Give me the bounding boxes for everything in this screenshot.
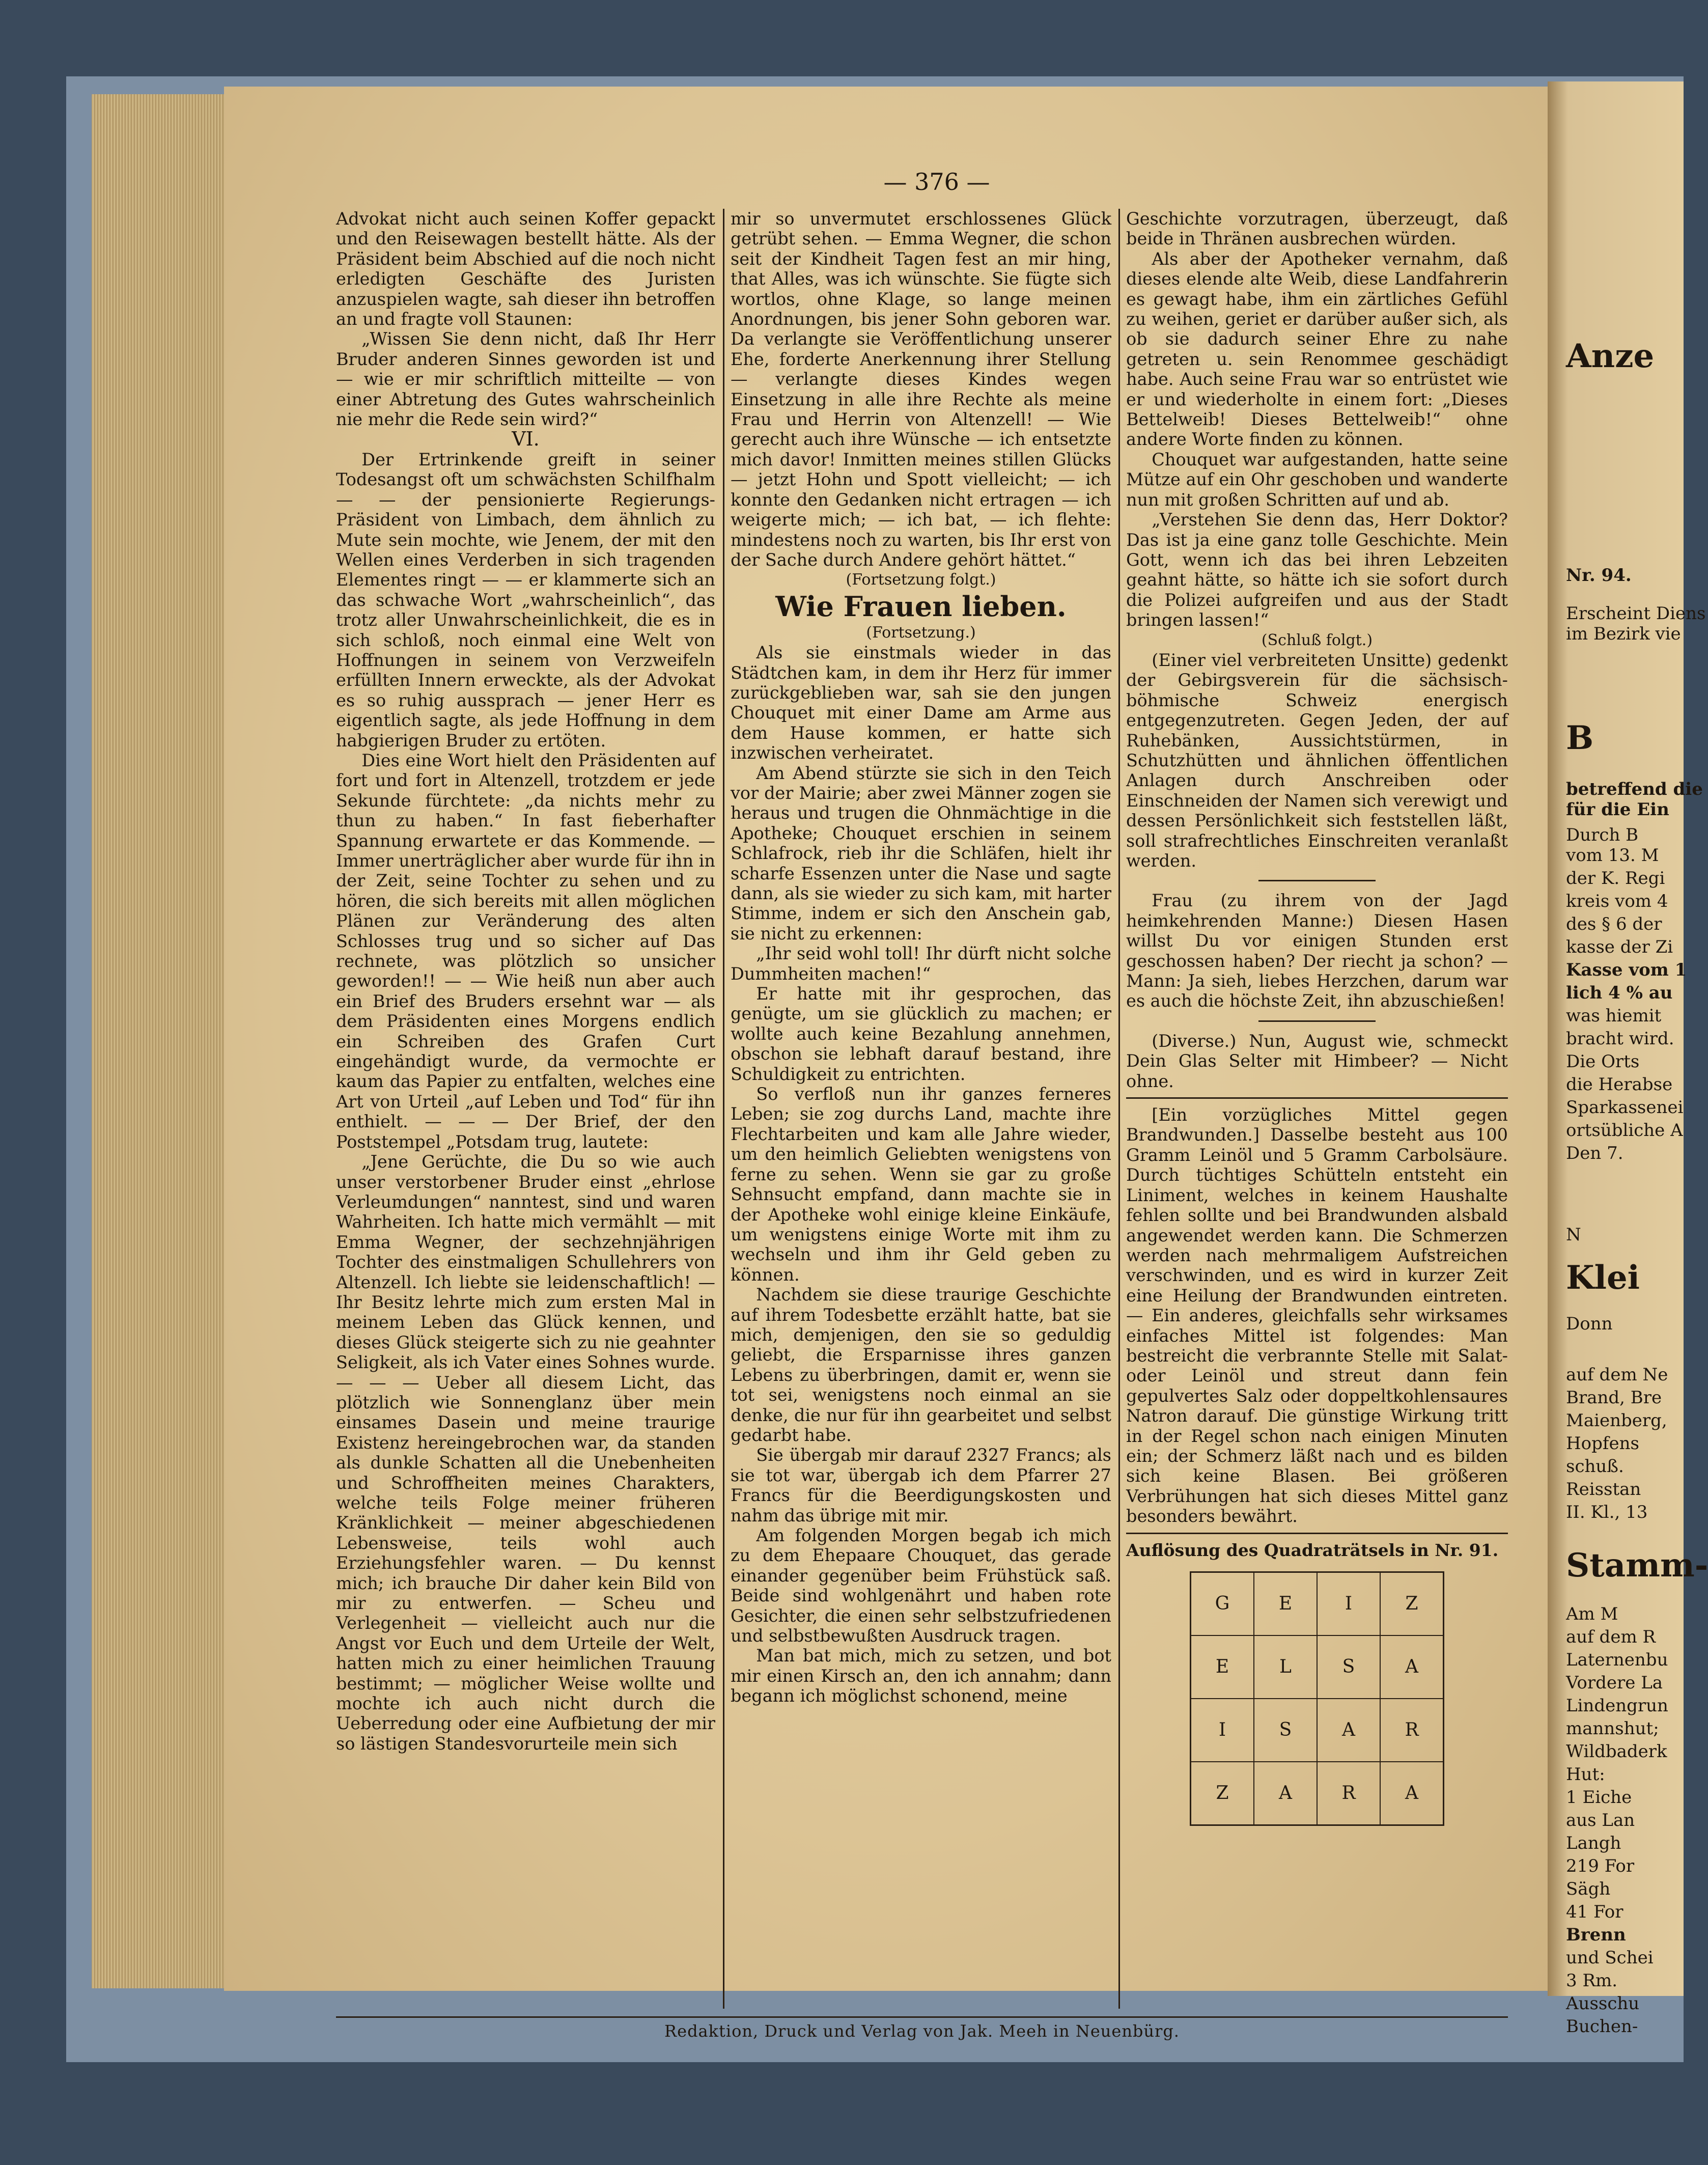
- quadrat-cell: Z: [1191, 1762, 1254, 1825]
- facing-page-line: Sparkassenei: [1566, 1097, 1684, 1118]
- paragraph: Sie übergab mir darauf 2327 Francs; als sie tot war, übergab ich dem Pfarrer 27 Francs für die Beerdigungskosten und nahm das übrige mit mir.: [731, 1445, 1111, 1525]
- facing-page-line: Stamm-: [1566, 1546, 1708, 1585]
- heading: (Schluß folgt.): [1261, 631, 1373, 649]
- heading: (Fortsetzung.): [866, 623, 976, 642]
- facing-page-line: Klei: [1566, 1259, 1640, 1297]
- facing-page-line: 3 Rm.: [1566, 1970, 1618, 1991]
- quadrat-cell: I: [1191, 1699, 1254, 1762]
- facing-page-line: bracht wird.: [1566, 1029, 1674, 1049]
- facing-page-line: Lindengrun: [1566, 1696, 1668, 1716]
- facing-page-line: was hiemit: [1566, 1006, 1662, 1026]
- column-1: [336, 209, 715, 1754]
- paragraph: Am folgenden Morgen begab ich mich zu dem Ehepaare Chouquet, das gerade einander gegenüber beim Frühstück saß. Beide sind wohlgenährt und haben rote Gesichter, die einen sehr selbstzufriedenen und selbstbewußten Ausdruck tragen.: [731, 1525, 1111, 1646]
- facing-page-line: Laternenbu: [1566, 1650, 1668, 1670]
- facing-page-line: kreis vom 4: [1566, 891, 1668, 911]
- facing-page-line: Erscheint Diens: [1566, 603, 1706, 624]
- column-divider: [1118, 209, 1120, 2009]
- facing-page-line: im Bezirk vie: [1566, 624, 1681, 644]
- quadrat-cell: Z: [1380, 1572, 1444, 1636]
- facing-page-line: 219 For: [1566, 1856, 1635, 1876]
- paragraph: „Wissen Sie denn nicht, daß Ihr Herr Bruder anderen Sinnes geworden ist und — wie er mir schriftlich mitteilte — von einer Abtretung des Gutes wahrscheinlich nie mehr die Rede sein wird?“: [336, 329, 715, 430]
- paragraph: Der Ertrinkende greift in seiner Todesangst oft um schwächsten Schilfhalm — — der pensionierte Regierungs-Präsident von Limbach, dem ähnlich zu Mute sein mochte, wie Jenem, der mit den Wellen eines Verderben in sich tragenden Elementes ringt — — er klammerte sich an das schwache Wort „wahrscheinlich“, das trotz aller Unwahrscheinlichkeit, die es in sich schloß, noch einmal eine Welt von Hoffnungen in seinem von Verzweifeln erfüllten Innern erweckte, als der Advokat es so ruhig aussprach — jener Herr es eigentlich sagte, als jede Hoffnung in dem habgierigen Bruder zu ertöten.: [336, 449, 715, 751]
- column-3-text: [1126, 209, 1508, 1534]
- facing-page-line: schuß.: [1566, 1456, 1624, 1477]
- facing-page-line: ortsübliche A: [1566, 1120, 1683, 1141]
- facing-page-line: auf dem R: [1566, 1627, 1656, 1647]
- quadrat-cell: E: [1254, 1572, 1317, 1636]
- facing-page-line: kasse der Zi: [1566, 937, 1673, 957]
- quadrat-cell: R: [1380, 1699, 1444, 1762]
- facing-page-line: vom 13. M: [1566, 845, 1659, 866]
- imprint: Redaktion, Druck und Verlag von Jak. Meeh in Neuenbürg.: [664, 2021, 1180, 2041]
- paragraph: Geschichte vorzutragen, überzeugt, daß beide in Thränen ausbrechen würden.: [1126, 209, 1508, 249]
- facing-page-line: Maienberg,: [1566, 1410, 1667, 1431]
- facing-page-line: Nr. 94.: [1566, 565, 1632, 586]
- column-2: [731, 209, 1111, 1706]
- quadrat-cell: S: [1254, 1699, 1317, 1762]
- quadrat-grid: [1190, 1571, 1444, 1826]
- paragraph: Als sie einstmals wieder in das Städtchen kam, in dem ihr Herz für immer zurückgeblieben war, sah sie den jungen Chouquet mit einer Dame am Arme aus dem Hause kommen, er hatte sich inzwischen verheiratet.: [731, 643, 1111, 763]
- column-3: [1126, 209, 1508, 1826]
- paragraph: „Ihr seid wohl toll! Ihr dürft nicht solche Dummheiten machen!“: [731, 943, 1111, 984]
- facing-page-line: Hut:: [1566, 1764, 1605, 1785]
- quadrat-row: [1191, 1635, 1444, 1699]
- separator: [1126, 1533, 1508, 1534]
- facing-page-line: Donn: [1566, 1314, 1613, 1334]
- paragraph: Dies eine Wort hielt den Präsidenten auf fort und fort in Altenzell, trotzdem er jede Sekunde fürchtete: „da nichts mehr zu thun zu haben.“ In fast fieberhafter Spannung erwartete er das Kommende. — Immer unerträglicher aber wurde für ihn in der Zeit, seine Tochter zu sehen und zu hören, die sich bereits mit allen möglichen Plänen zur Veränderung des alten Schlosses trug und so sicher auf Das rechnete, was plötzlich so unsicher geworden!! — — Wie heiß nun aber auch ein Brief des Bruders ersehnt war — als dem Präsidenten eines Morgens endlich ein Schreiben des Grafen Curt eingehändigt wurde, da vermochte er kaum das Papier zu entfalten, welches eine Art von Urteil „auf Leben und Tod“ für ihn enthielt. — — — Der Brief, der den Poststempel „Potsdam trug, lautete:: [336, 750, 715, 1152]
- facing-page-line: mannshut;: [1566, 1718, 1659, 1739]
- separator: [1126, 1097, 1508, 1099]
- facing-page-line: auf dem Ne: [1566, 1365, 1668, 1385]
- paragraph: (Einer viel verbreiteten Unsitte) gedenkt der Gebirgsverein für die sächsisch-böhmische Schweiz energisch entgegenzutreten. Gegen Jeden, der auf Ruhebänken, Aussichtstürmen, in Schutzhütten und ähnlichen öffentlichen Anlagen durch Anschreiben oder Einschneiden der Namen sich verewigt und dessen Persönlichkeit sich feststellen läßt, soll strafrechtliches Einschreiten veranlaßt werden.: [1126, 650, 1508, 871]
- facing-page-line: 1 Eiche: [1566, 1787, 1632, 1808]
- page-number: — 376 —: [883, 168, 990, 196]
- quadrat-cell: A: [1380, 1635, 1444, 1699]
- facing-page-line: und Schei: [1566, 1948, 1654, 1968]
- quadrat-row: [1191, 1699, 1444, 1762]
- facing-page-line: Vordere La: [1566, 1673, 1663, 1693]
- facing-page-line: aus Lan: [1566, 1810, 1635, 1830]
- quadrat-row: [1191, 1762, 1444, 1825]
- facing-page-line: Durch B: [1566, 825, 1639, 845]
- quadrat-cell: S: [1317, 1635, 1380, 1699]
- facing-page-line: II. Kl., 13: [1566, 1502, 1648, 1522]
- facing-page-line: Reisstan: [1566, 1479, 1641, 1500]
- heading: (Fortsetzung folgt.): [846, 571, 996, 589]
- facing-page-line: 41 For: [1566, 1902, 1623, 1922]
- facing-page-line: Kasse vom 1: [1566, 960, 1687, 980]
- paragraph: Nachdem sie diese traurige Geschichte auf ihrem Todesbette erzählt hatte, bat sie mich, demjenigen, den sie so geduldig geliebt, die Ersparnisse ihres ganzen Lebens zu überbringen, damit er, wenn sie tot sei, wenigstens noch einmal an sie denke, die nur für ihn gearbeitet und selbst gedarbt habe.: [731, 1285, 1111, 1445]
- paragraph: Als aber der Apotheker vernahm, daß dieses elende alte Weib, diese Landfahrerin es gewagt habe, ihm ein zärtliches Gefühl zu weihen, geriet er darüber außer sich, als ob sie dadurch seiner Ehre zu nahe getreten u. sein Renommee geschädigt habe. Auch seine Frau war so entrüstet wie er und wiederholte in einem fort: „Dieses Bettelweib! Dieses Bettelweib!“ ohne andere Worte finden zu können.: [1126, 248, 1508, 450]
- facing-page-line: Langh: [1566, 1833, 1621, 1853]
- facing-page-line: Brand, Bre: [1566, 1387, 1662, 1408]
- facing-page-line: Den 7.: [1566, 1143, 1623, 1163]
- newspaper-page: [224, 87, 1548, 2041]
- quadrat-cell: L: [1254, 1635, 1317, 1699]
- facing-page-line: Anze: [1566, 337, 1655, 375]
- facing-page-fragment: [1548, 81, 1708, 2037]
- paragraph: Man bat mich, mich zu setzen, und bot mir einen Kirsch an, den ich annahm; dann begann ich möglichst schonend, meine: [731, 1646, 1111, 1706]
- paragraph: Chouquet war aufgestanden, hatte seine Mütze auf ein Ohr geschoben und wanderte nun mit großen Schritten auf und ab.: [1126, 449, 1508, 510]
- paragraph: mir so unvermutet erschlossenes Glück getrübt sehen. — Emma Wegner, die schon seit der Kindheit Tagen fest an mir hing, that Alles, was ich wünschte. Sie fügte sich wortlos, ohne Klage, so lange meinen Anordnungen, bis jener Sohn geboren war. Da verlangte sie Veröffentlichung unserer Ehe, forderte Anerkennung ihrer Stellung — verlangte dieses Kindes wegen Einsetzung in alle ihre Rechte als meine Frau und Herrin von Altenzell! — Wie gerecht auch ihre Wünsche — ich entsetzte mich davor! Inmitten meines stillen Glücks — jetzt Hohn und Spott vielleicht; — ich konnte den Gedanken nicht ertragen — ich weigerte mich; — ich bat, — ich flehte: mindestens noch zu warten, bis Ihr erst von der Sache durch Andere gehört hättet.“: [731, 209, 1111, 570]
- footer-rule: [336, 2016, 1508, 2018]
- facing-page-line: betreffend die: [1566, 779, 1703, 799]
- facing-page-line: B: [1566, 719, 1594, 757]
- facing-page-line: der K. Regi: [1566, 868, 1665, 889]
- facing-page-line: Ausschu: [1566, 1993, 1640, 2014]
- paragraph: Am Abend stürzte sie sich in den Teich vor der Mairie; aber zwei Männer zogen sie heraus und trugen die Ohnmächtige in die Apotheke; Chouquet erschien in seinem Schlafrock, rieb ihr die Schläfen, hielt ihr scharfe Essenzen unter die Nase und sagte dann, als sie wieder zu sich kam, mit harter Stimme, indem er sich den Anschein gab, sie nicht zu erkennen:: [731, 763, 1111, 943]
- facing-page-line: für die Ein: [1566, 799, 1669, 820]
- quadrat-cell: I: [1317, 1572, 1380, 1636]
- paragraph: So verfloß nun ihr ganzes ferneres Leben; sie zog durchs Land, machte ihre Flechtarbeiten und kam alle Jahre wieder, um den heimlich Geliebten wenigstens von ferne zu sehen. Wenn sie gar zu große Sehnsucht empfand, dann machte sie in der Apotheke wohl einige kleine Einkäufe, um wenigstens einige Worte mit ihm zu wechseln und ihm ihr Geld geben zu können.: [731, 1084, 1111, 1285]
- page-edges: [92, 94, 234, 1988]
- facing-page-line: des § 6 der: [1566, 914, 1662, 934]
- quadrat-cell: G: [1191, 1572, 1254, 1636]
- separator: [1258, 1020, 1376, 1022]
- paragraph: Advokat nicht auch seinen Koffer gepackt und den Reisewagen bestellt hätte. Als der Präsident beim Abschied auf die noch nicht erledigten Geschäfte des Juristen anzuspielen wagte, sah dieser ihn betroffen an und fragte voll Staunen:: [336, 209, 715, 329]
- facing-page-line: N: [1566, 1225, 1581, 1245]
- paragraph: „Verstehen Sie denn das, Herr Doktor? Das ist ja eine ganz tolle Geschichte. Mein Gott, wenn ich das bei ihren Lebzeiten geahnt hätte, so hätte ich sie sofort durch die Polizei aufgreifen und aus der Stadt bringen lassen!“: [1126, 510, 1508, 630]
- heading: VI.: [512, 428, 540, 451]
- heading: Wie Frauen lieben.: [775, 590, 1067, 623]
- quadrat-heading: Auflösung des Quadraträtsels in Nr. 91.: [1126, 1540, 1499, 1560]
- facing-page-line: Buchen-: [1566, 2016, 1638, 2037]
- quadrat-cell: E: [1191, 1635, 1254, 1699]
- facing-page-line: Sägh: [1566, 1879, 1611, 1899]
- paragraph: (Diverse.) Nun, August wie, schmeckt Dein Glas Selter mit Himbeer? — Nicht ohne.: [1126, 1031, 1508, 1091]
- column-divider: [723, 209, 724, 2009]
- quadrat-cell: A: [1380, 1762, 1444, 1825]
- facing-page-line: Wildbaderk: [1566, 1741, 1667, 1762]
- paragraph: [Ein vorzügliches Mittel gegen Brandwunden.] Dasselbe besteht aus 100 Gramm Leinöl und 5 Gramm Carbolsäure. Durch tüchtiges Schütteln entsteht ein Liniment, welches in keinem Haushalte fehlen sollte und bei Brandwunden alsbald angewendet werden kann. Die Schmerzen werden nach mehrmaligem Aufstreichen verschwinden, und es wird in kurzer Zeit eine Heilung der Brandwunden eintreten. — Ein anderes, gleichfalls sehr wirksames einfaches Mittel ist folgendes: Man bestreicht die verbrannte Stelle mit Salat- oder Leinöl und streut dann fein gepulvertes Salz oder doppeltkohlensaures Natron darauf. Die günstige Wirkung tritt in der Regel schon nach einigen Minuten ein; der Schmerz läßt nach und es bilden sich keine Blasen. Bei größeren Verbrühungen hat sich dieses Mittel ganz besonders bewährt.: [1126, 1105, 1508, 1526]
- quadrat-cell: A: [1317, 1699, 1380, 1762]
- quadrat-cell: A: [1254, 1762, 1317, 1825]
- facing-page-line: Hopfens: [1566, 1433, 1639, 1454]
- paragraph: Frau (zu ihrem von der Jagd heimkehrenden Manne:) Diesen Hasen willst Du vor einigen Stunden erst geschossen haben? Der riecht ja schon? — Mann: Ja sieh, liebes Herzchen, darum war es auch die höchste Zeit, ihn abzuschießen!: [1126, 891, 1508, 1011]
- facing-page-line: Brenn: [1566, 1925, 1626, 1945]
- paragraph: Er hatte mit ihr gesprochen, das genügte, um sie glücklich zu machen; er wollte auch keine Bezahlung annehmen, obschon sie lebhaft darauf bestand, ihre Schuldigkeit zu entrichten.: [731, 984, 1111, 1084]
- paragraph: „Jene Gerüchte, die Du so wie auch unser verstorbener Bruder einst „ehrlose Verleumdungen“ nanntest, sind und waren Wahrheiten. Ich hatte mich vermählt — mit Emma Wegner, der sechzehnjährigen Tochter des einstmaligen Schullehrers von Altenzell. Ich liebte sie leidenschaftlich! — Ihr Besitz lehrte mich zum ersten Mal in meinem Leben das Glück kennen, und dieses Glück steigerte sich zu nie geahnter Seligkeit, als ich Vater eines Sohnes wurde. — — — Ueber all diesem Licht, das plötzlich wie Sonnenglanz über mein einsames Dasein und meine traurige Existenz hereingebrochen war, da standen als dunkle Schatten all die Unebenheiten und Schroffheiten meines Charakters, welche teils Folge meiner früheren Kränklichkeit — meiner abgeschiedenen Lebensweise, teils wohl auch Erziehungsfehler waren. — Du kennst mich; ich brauche Dir daher kein Bild von mir zu entwerfen. — Scheu und Verlegenheit — vielleicht auch nur die Angst vor Euch und dem Urteile der Welt, hatten mich zu einer heimlichen Trauung bestimmt; — möglicher Weise wollte und mochte ich auch nicht durch die Ueberredung oder eine Aufbietung der mir so lästigen Standesvorurteile mein sich: [336, 1152, 715, 1754]
- facing-page-line: die Herabse: [1566, 1074, 1673, 1095]
- quadrat-row: [1191, 1572, 1444, 1636]
- facing-page-line: Am M: [1566, 1604, 1618, 1624]
- quadrat-cell: R: [1317, 1762, 1380, 1825]
- separator: [1258, 880, 1376, 881]
- facing-page-line: Die Orts: [1566, 1051, 1640, 1072]
- facing-page-line: lich 4 % au: [1566, 983, 1673, 1003]
